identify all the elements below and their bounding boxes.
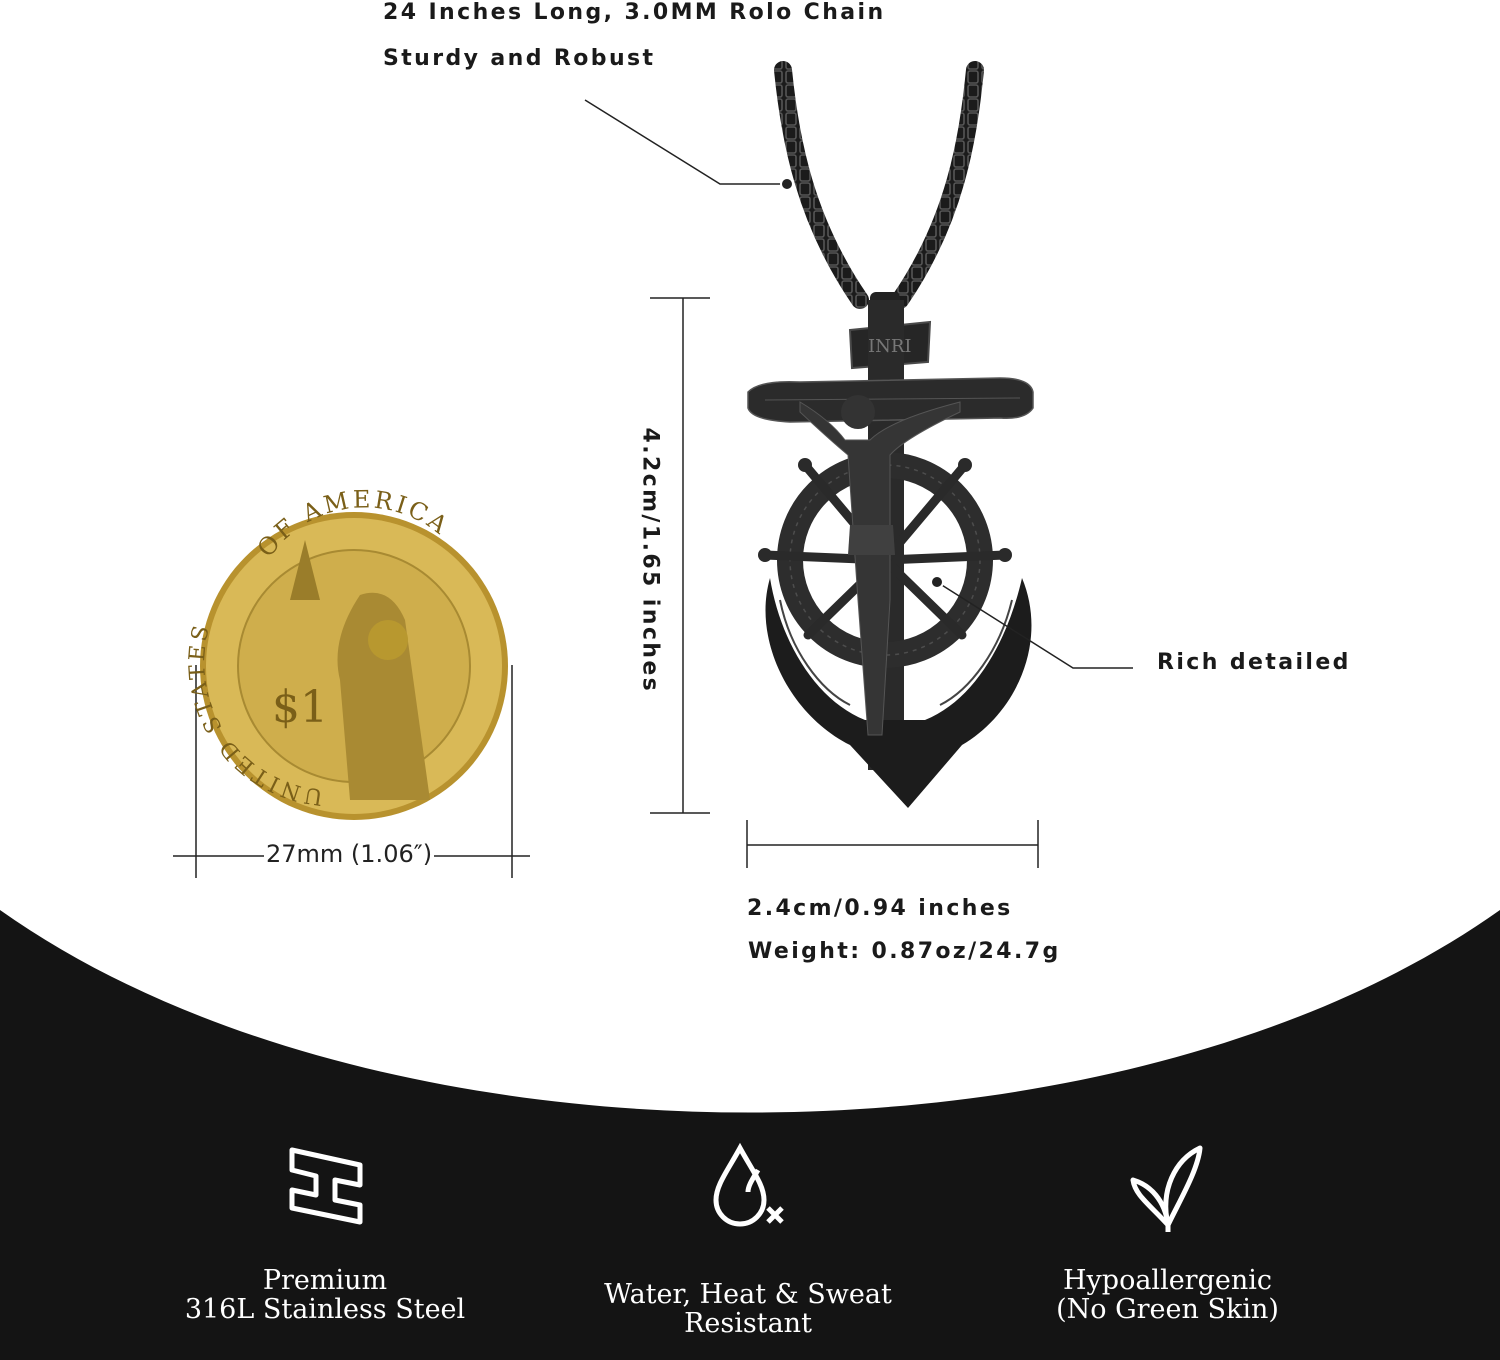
- coin-inscription-top: OF AMERICA: [251, 485, 455, 563]
- feature-resistant: [548, 1280, 948, 1338]
- coin-denomination: $1: [272, 682, 328, 733]
- feature-line: (No Green Skin): [1056, 1294, 1279, 1325]
- feature-line: 316L Stainless Steel: [184, 1294, 466, 1325]
- coin-size-label: 27mm (1.06″): [266, 840, 433, 868]
- svg-text:OF AMERICA: [252, 485, 455, 562]
- pendant-width-label: 2.4cm/0.94 inches: [747, 896, 1013, 921]
- feature-line: Water, Heat & Sweat Resistant: [604, 1279, 892, 1339]
- pendant-height-label: 4.2cm/1.65 inches: [637, 427, 663, 694]
- detail-spec: Rich detailed: [1157, 650, 1351, 675]
- inri-text: INRI: [868, 336, 912, 357]
- feature-line: Hypoallergenic: [1063, 1265, 1272, 1296]
- weight-label: Weight: 0.87oz/24.7g: [748, 939, 1061, 964]
- feature-line: Premium: [262, 1265, 388, 1296]
- coin-inscription-side: UNITED STATES: [185, 620, 325, 809]
- feature-hypoallergenic: [1025, 1266, 1310, 1324]
- chain-quality-spec: Sturdy and Robust: [383, 46, 656, 71]
- feature-stainless-steel: [170, 1266, 480, 1324]
- chain-length-spec: 24 Inches Long, 3.0MM Rolo Chain: [383, 0, 886, 25]
